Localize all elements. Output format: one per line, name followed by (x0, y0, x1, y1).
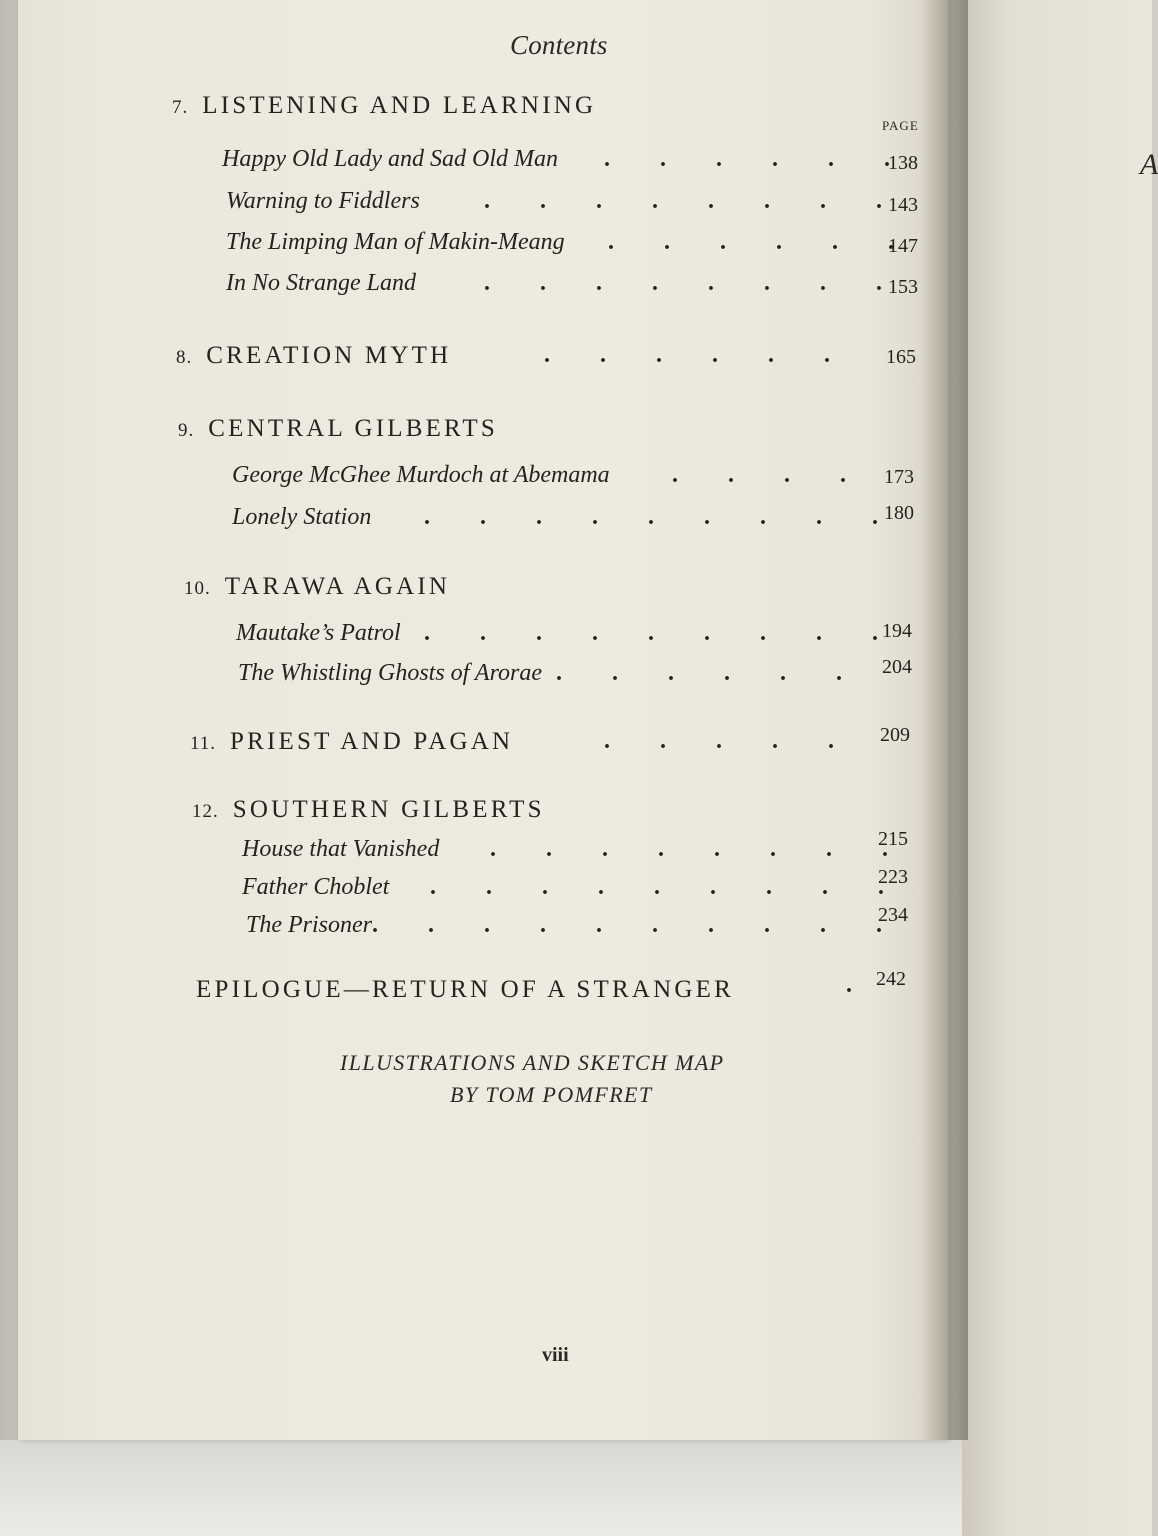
toc-entry-page: 147 (888, 235, 918, 257)
toc-entry-page: 143 (888, 194, 918, 216)
toc-entry-page: 223 (878, 866, 908, 888)
toc-entry-page: 204 (882, 656, 912, 678)
page-number: viii (542, 1344, 569, 1366)
dot-leader: . . . . (672, 462, 846, 488)
dot-leader: . . . . . . (604, 146, 890, 172)
chapter-heading (178, 415, 498, 443)
dot-leader: . . . . . . (544, 342, 830, 368)
chapter-number: 8. (176, 347, 193, 368)
toc-entry-page: 215 (878, 828, 908, 850)
chapter-page: 165 (886, 346, 916, 368)
page-header: Contents (510, 30, 608, 60)
dot-leader: . . . . . . . . . (424, 504, 878, 530)
chapter-heading (184, 573, 450, 601)
chapter-number: 7. (172, 97, 189, 118)
chapter-title: LISTENING AND LEARNING (202, 92, 597, 119)
toc-entry-title: The Whistling Ghosts of Arorae (238, 660, 543, 686)
toc-entry-page: 194 (882, 620, 912, 642)
dot-leader: . . . . . . . . (484, 270, 882, 296)
chapter-number: 9. (178, 420, 195, 441)
facing-page-text: A (1140, 148, 1158, 181)
contents-page (18, 0, 948, 1440)
epilogue-heading: EPILOGUE—RETURN OF A STRANGER (196, 976, 734, 1003)
toc-entry-title: Lonely Station (232, 504, 372, 530)
chapter-heading (176, 342, 451, 370)
toc-entry-page: 138 (888, 152, 918, 174)
dot-leader: . . . . . . . . . (430, 874, 884, 900)
toc-entry-title: Mautake’s Patrol (236, 620, 401, 646)
toc-entry-page: 180 (884, 502, 914, 524)
toc-entry-title: House that Vanished (242, 836, 440, 862)
chapter-number: 12. (192, 801, 219, 822)
dot-leader: . (846, 972, 852, 998)
toc-entry-title: Warning to Fiddlers (226, 188, 420, 214)
credit-line: ILLUSTRATIONS AND SKETCH MAP (340, 1050, 725, 1075)
toc-entry-title: Happy Old Lady and Sad Old Man (222, 146, 558, 172)
chapter-heading (172, 92, 596, 120)
toc-entry-title: The Limping Man of Makin-Meang (226, 229, 565, 255)
toc-entry-title: In No Strange Land (226, 270, 417, 296)
chapter-page: 209 (880, 724, 910, 746)
dot-leader: . . . . . . (556, 660, 842, 686)
chapter-title: CENTRAL GILBERTS (208, 415, 498, 442)
toc-entry-page: 153 (888, 276, 918, 298)
chapter-title: TARAWA AGAIN (224, 573, 451, 600)
credit-line: BY TOM POMFRET (450, 1082, 653, 1107)
dot-leader: . . . . . . (608, 229, 894, 255)
toc-entry-title: Father Choblet (242, 874, 390, 900)
chapter-title: SOUTHERN GILBERTS (232, 796, 545, 823)
book-gutter-shadow (920, 0, 968, 1440)
chapter-heading (190, 728, 513, 756)
toc-entry-page: 234 (878, 904, 908, 926)
facing-page (962, 0, 1152, 1536)
dot-leader: . . . . . . . . (484, 188, 882, 214)
chapter-title: CREATION MYTH (206, 342, 452, 369)
dot-leader: . . . . . . . . . . (372, 912, 882, 938)
epilogue-page: 242 (876, 968, 906, 990)
page-column-label: PAGE (882, 118, 919, 133)
dot-leader: . . . . . . . . (490, 836, 888, 862)
dot-leader: . . . . . (604, 728, 834, 754)
toc-entry-page: 173 (884, 466, 914, 488)
dot-leader: . . . . . . . . . (424, 620, 878, 646)
toc-entry-title: George McGhee Murdoch at Abemama (232, 462, 610, 488)
chapter-heading (192, 796, 545, 824)
toc-entry-title: The Prisoner (246, 912, 372, 938)
chapter-number: 10. (184, 578, 211, 599)
chapter-title: PRIEST AND PAGAN (230, 728, 514, 755)
chapter-number: 11. (190, 733, 217, 754)
